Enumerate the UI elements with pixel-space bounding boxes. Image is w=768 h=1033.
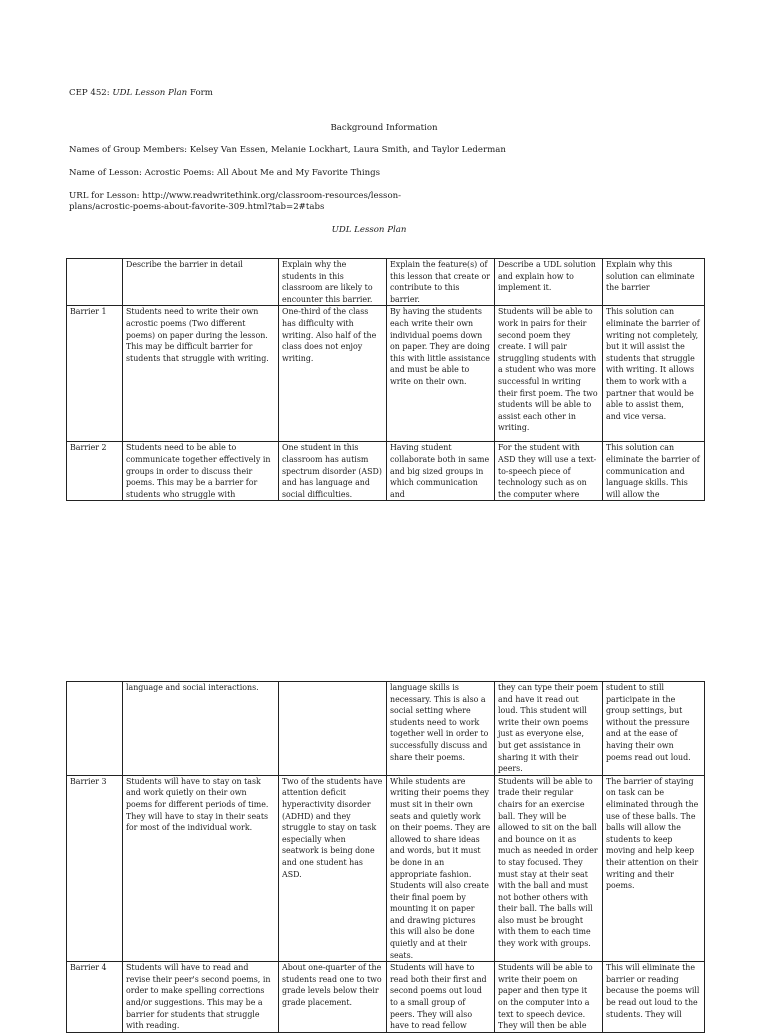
table-cell: Students will be able to work in pairs for their second poem they create. I will pair struggling students with a student who was more successful in writing their first poem. The two students will be able to assist each other in writing. xyxy=(495,306,603,442)
table-cell: This solution can eliminate the barrier of writing not completely, but it will assist the students that struggle with writing. It allows them to work with a partner that would be able to assist them, and vice versa. xyxy=(603,306,705,442)
table-cell: While students are writing their poems they must sit in their own seats and quietly work on their poems. They are allowed to share ideas and words, but it must be done in an appropriate fashion. Students will also create their final poem by mounting it on paper and drawing pictures this will also be done quietly and at their seats. xyxy=(387,775,495,962)
row-label xyxy=(67,442,123,501)
cell-text: Students will have to read and revise their peer's second poems, in order to make spelling corrections and/or suggestions. This may be a barrier for students that struggle with reading. xyxy=(126,963,271,1031)
table-header-row xyxy=(67,259,705,306)
lesson-name-value: Acrostic Poems: All About Me and My Favorite Things xyxy=(144,168,381,178)
table-row xyxy=(67,962,705,1033)
row-label xyxy=(67,682,123,776)
row-label: Barrier 3 xyxy=(67,775,123,962)
group-members-label: Names of Group Members: xyxy=(69,145,190,155)
header-cell-why-eliminates: Explain why this solution can eliminate the barrier xyxy=(603,259,705,306)
table-cell: Two of the students have attention deficit hyperactivity disorder (ADHD) and they struggle to stay on task especially when seatwork is being done and one student has ASD. xyxy=(279,775,387,962)
table-cell xyxy=(279,962,387,1033)
table-cell: Students will have to stay on task and work quietly on their own poems for different periods of time. They will have to stay in their seats for most of the individual work. xyxy=(123,775,279,962)
cell-text: This will eliminate the barrier or reading because the poems will be read out loud to the students. They will xyxy=(606,963,700,1019)
form-suffix: Form xyxy=(187,88,213,98)
course-prefix: CEP 452: xyxy=(69,88,113,98)
table-cell xyxy=(603,962,705,1033)
cell-text: Students will be able to write their poem on paper and then type it on the computer into a text to speech device. They will then be able xyxy=(498,963,593,1031)
cell-text: Students will have to read both their first and second poems out loud to a small group of peers. They will also have to read fellow xyxy=(390,963,487,1031)
table-cell xyxy=(123,962,279,1033)
cell-text: For the student with ASD they will use a text-to-speech piece of technology such as on the computer where xyxy=(498,443,597,499)
udl-lesson-plan-title: UDL Lesson Plan xyxy=(331,225,407,235)
form-title xyxy=(69,87,213,99)
table-cell: they can type their poem and have it read out loud. This student will write their own poems just as everyone else, but get assistance in sharing it with their peers. xyxy=(495,682,603,776)
header-cell-udl-solution: Describe a UDL solution and explain how to implement it. xyxy=(495,259,603,306)
table-cell xyxy=(495,962,603,1033)
background-title: Background Information xyxy=(330,123,438,133)
lesson-url-line-2[interactable]: plans/acrostic-poems-about-favorite-309.html?tab=2#tabs xyxy=(69,202,325,212)
header-cell-barrier-detail: Describe the barrier in detail xyxy=(123,259,279,306)
table-cell: Students will be able to trade their regular chairs for an exercise ball. They will be allowed to sit on the ball and bounce on it as much as needed in order to stay focused. They must stay at their seat with the ball and must not bother others with their ball. The balls will also must be brought with them to each time they work with groups. xyxy=(495,775,603,962)
row-label-text: Barrier 2 xyxy=(70,443,107,453)
table-row xyxy=(67,442,705,501)
table-row xyxy=(67,306,705,442)
table-cell xyxy=(495,442,603,501)
header-cell-lesson-features: Explain the feature(s) of this lesson that create or contribute to this barrier. xyxy=(387,259,495,306)
table-cell: By having the students each write their own individual poems down on paper. They are doing this with little assistance and must be able to write on their own. xyxy=(387,306,495,442)
lesson-url-line-1[interactable]: URL for Lesson: http://www.readwritethink.org/classroom-resources/lesson- xyxy=(69,191,402,201)
lesson-name-label: Name of Lesson: xyxy=(69,168,145,178)
table-cell: The barrier of staying on task can be eliminated through the use of these balls. The balls will allow the students to keep moving and help keep their attention on their writing and their poems. xyxy=(603,775,705,962)
udl-table-page-2 xyxy=(66,681,705,1033)
table-cell: Students need to write their own acrostic poems (Two different poems) on paper during the lesson. This may be difficult barrier for students that struggle with writing. xyxy=(123,306,279,442)
row-label xyxy=(67,962,123,1033)
cell-text: This solution can eliminate the barrier of communication and language skills. This will allow the xyxy=(606,443,700,499)
group-members-value: Kelsey Van Essen, Melanie Lockhart, Laura Smith, and Taylor Lederman xyxy=(189,145,506,155)
form-name: UDL Lesson Plan xyxy=(112,88,188,98)
table-cell xyxy=(123,442,279,501)
table-cell: language skills is necessary. This is also a social setting where students need to work together well in order to successfully discuss and share their poems. xyxy=(387,682,495,776)
udl-table-page-1 xyxy=(66,258,705,501)
table-cell xyxy=(387,442,495,501)
header-cell-why-encounter: Explain why the students in this classroom are likely to encounter this barrier. xyxy=(279,259,387,306)
table-row xyxy=(67,682,705,776)
group-members xyxy=(69,144,506,156)
table-cell: student to still participate in the group settings, but without the pressure and at the ease of having their own poems read out loud. xyxy=(603,682,705,776)
cell-text: Students need to be able to communicate together effectively in groups in order to discuss their poems. This may be a barrier for students who struggle with xyxy=(126,443,271,499)
cell-text: One student in this classroom has autism spectrum disorder (ASD) and has language and social difficulties. xyxy=(282,443,382,499)
table-cell xyxy=(279,442,387,501)
cell-text: Having student collaborate both in same and big sized groups in which communication and xyxy=(390,443,490,499)
table-cell xyxy=(279,682,387,776)
row-label: Barrier 1 xyxy=(67,306,123,442)
table-cell xyxy=(603,442,705,501)
table-row xyxy=(67,775,705,962)
table-cell: One-third of the class has difficulty with writing. Also half of the class does not enjoy writing. xyxy=(279,306,387,442)
table-cell xyxy=(387,962,495,1033)
lesson-name xyxy=(69,167,380,179)
header-cell-empty xyxy=(67,259,123,306)
cell-text: About one-quarter of the students read one to two grade levels below their grade placement. xyxy=(282,963,382,1008)
table-cell: language and social interactions. xyxy=(123,682,279,776)
row-label-text: Barrier 4 xyxy=(70,963,107,973)
